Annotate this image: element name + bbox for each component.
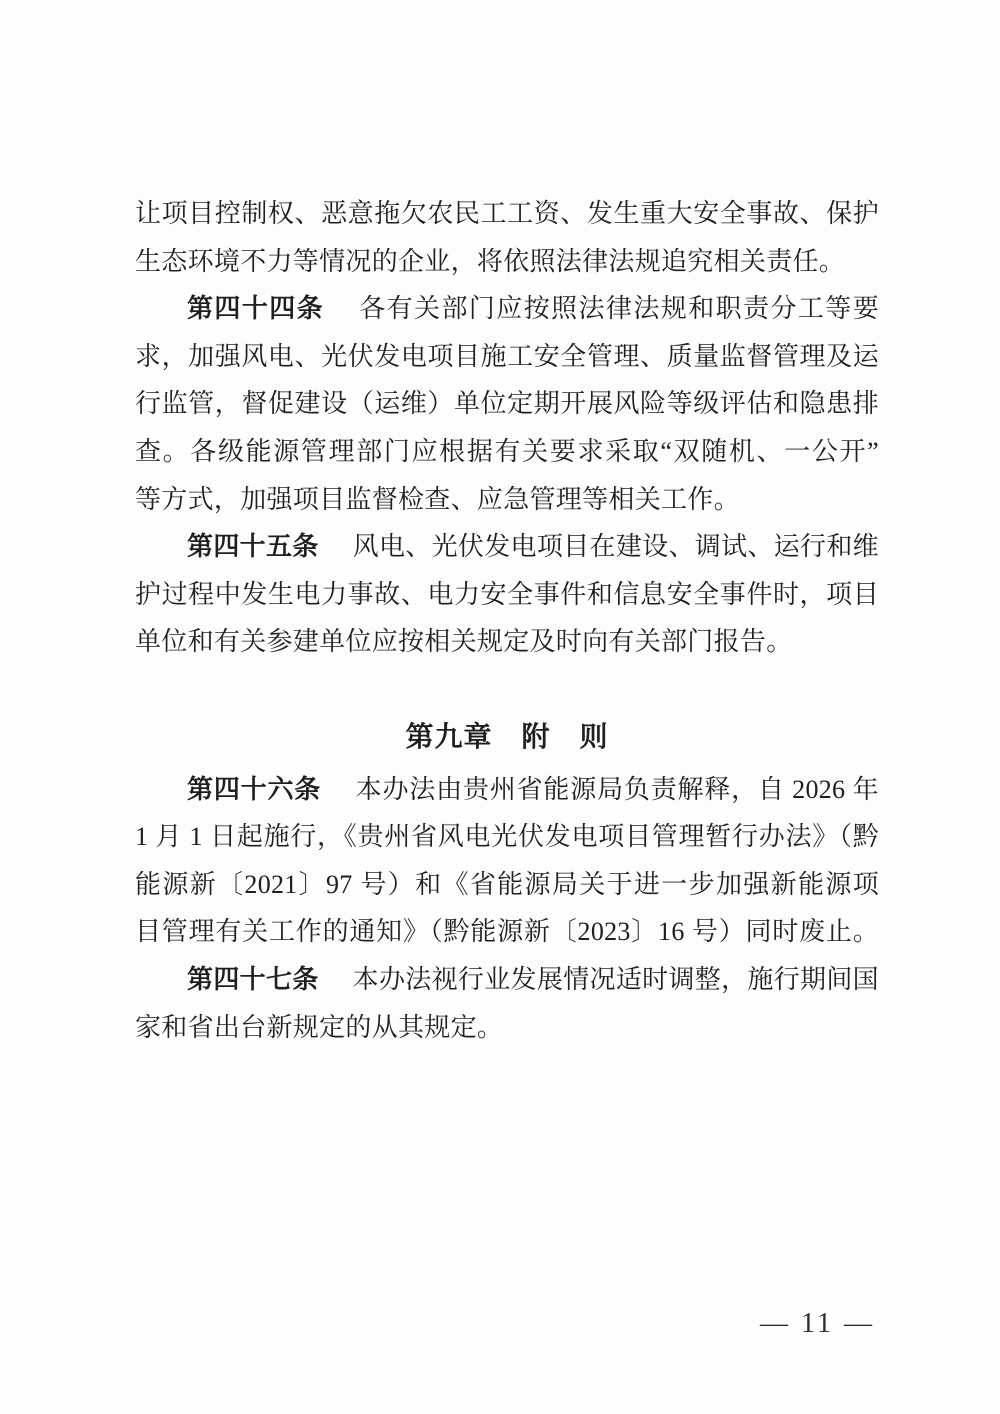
chapter-heading: 第九章 附 则 <box>405 721 609 753</box>
body-text: 风电、光伏发电项目在建设、调试、运行和维 <box>352 532 879 562</box>
article-44-number: 第四十四条 <box>187 294 325 324</box>
body-text: 查。各级能源管理部门应根据有关要求采取“双随机、一公开” <box>135 436 879 466</box>
body-text: 本办法由贵州省能源局负责解释，自 2026 年 <box>355 774 879 804</box>
article-46-number: 第四十六条 <box>187 774 322 804</box>
body-text: 各有关部门应按照法律法规和职责分工等要 <box>358 294 879 324</box>
article-46-opening-line <box>135 766 879 814</box>
article-45-opening-line <box>135 523 879 571</box>
document-line <box>135 861 879 909</box>
document-line <box>135 380 879 428</box>
document-line <box>135 618 879 666</box>
document-line <box>135 238 879 286</box>
article-47-opening-line <box>135 956 879 1004</box>
document-line <box>135 476 879 524</box>
document-line <box>135 571 879 619</box>
article-45-number: 第四十五条 <box>187 532 319 562</box>
article-44-opening-line <box>135 285 879 333</box>
body-text: 本办法视行业发展情况适时调整，施行期间国 <box>352 964 879 994</box>
body-text: 家和省出台新规定的从其规定。 <box>135 1012 504 1042</box>
body-text: 目管理有关工作的通知》（黔能源新〔2023〕16 号）同时废止。 <box>135 917 879 947</box>
document-line <box>135 333 879 381</box>
body-text: 护过程中发生电力事故、电力安全事件和信息安全事件时，项目 <box>135 579 879 609</box>
body-text: 求，加强风电、光伏发电项目施工安全管理、质量监督管理及运 <box>135 341 879 371</box>
body-text: 1 月 1 日起施行，《贵州省风电光伏发电项目管理暂行办法》（黔 <box>135 822 879 852</box>
body-text: 能源新〔2021〕97 号）和《省能源局关于进一步加强新能源项 <box>135 869 879 899</box>
body-text: 生态环境不力等情况的企业，将依照法律法规追究相关责任。 <box>135 246 846 276</box>
document-line <box>135 813 879 861</box>
document-line <box>135 908 879 956</box>
document-line <box>135 1004 879 1052</box>
body-text: 行监管，督促建设（运维）单位定期开展风险等级评估和隐患排 <box>135 389 879 419</box>
document-line <box>135 428 879 476</box>
article-47-number: 第四十七条 <box>187 964 319 994</box>
page-number: — 11 — <box>760 1308 875 1339</box>
body-text: 让项目控制权、恶意拖欠农民工工资、发生重大安全事故、保护 <box>135 199 879 228</box>
document-line <box>135 190 879 238</box>
body-text: 单位和有关参建单位应按相关规定及时向有关部门报告。 <box>135 627 793 657</box>
document-body <box>135 190 879 1051</box>
body-text: 等方式，加强项目监督检查、应急管理等相关工作。 <box>135 484 740 514</box>
